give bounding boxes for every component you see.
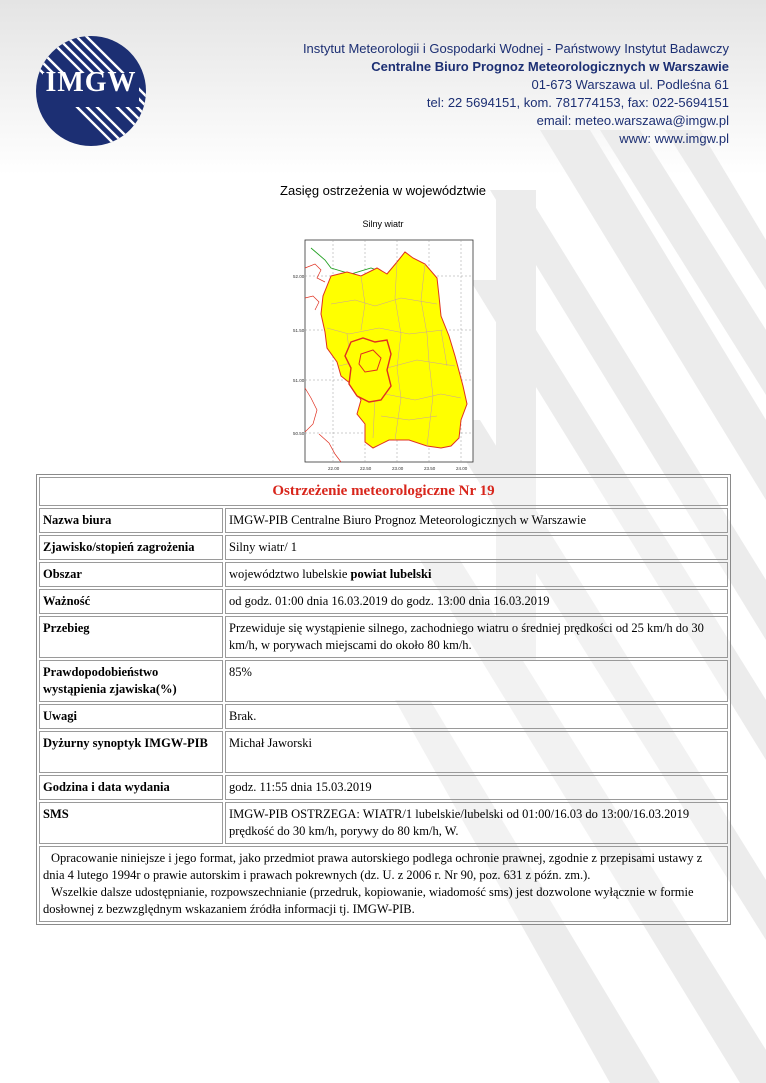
map-subtitle: Silny wiatr [362, 219, 404, 229]
lon-tick-label: 23.50 [424, 466, 436, 471]
lat-tick-label: 51.00 [293, 378, 305, 383]
row-value: od godz. 01:00 dnia 16.03.2019 do godz. 13:00 dnia 16.03.2019 [225, 589, 728, 614]
row-label: Uwagi [39, 704, 223, 729]
address: 01-673 Warszawa ul. Podleśna 61 [531, 77, 729, 92]
table-row [39, 802, 728, 844]
copyright-text: Opracowanie niniejsze i jego format, jako przedmiot prawa autorskiego podlega ochronie prawnej, zgodnie z przepisami ustawy z dnia 4 lutego 1994r o prawie autorskim i prawach pokrewnych (dz. U. z 2006 r. Nr 90, poz. 631 z późn. zm.). [43, 851, 703, 882]
institute-name: Instytut Meteorologii i Gospodarki Wodnej - Państwowy Instytut Badawczy [302, 41, 729, 56]
row-value: IMGW-PIB Centralne Biuro Prognoz Meteorologicznych w Warszawie [225, 508, 728, 533]
lat-tick-label: 51.50 [293, 328, 305, 333]
row-value: IMGW-PIB OSTRZEGA: WIATR/1 lubelskie/lubelski od 01:00/16.03 do 13:00/16.03.2019 prędkość do 30 km/h, porywy do 80 km/h, W. [225, 802, 728, 844]
email[interactable]: email: meteo.warszawa@imgw.pl [536, 113, 729, 128]
lon-tick-label: 22.50 [360, 466, 372, 471]
imgw-logo [35, 35, 147, 147]
area-powiat: powiat lubelski [350, 567, 432, 581]
header-block [303, 40, 729, 148]
office-name: Centralne Biuro Prognoz Meteorologicznych w Warszawie [371, 59, 729, 74]
phone: tel: 22 5694151, kom. 781774153, fax: 022-5694151 [426, 95, 729, 110]
table-row [39, 775, 728, 800]
lon-tick-label: 23.00 [392, 466, 404, 471]
map-title: Zasięg ostrzeżenia w województwie [280, 183, 486, 198]
row-value: Przewiduje się wystąpienie silnego, zachodniego wiatru o średniej prędkości od 25 km/h do 30 km/h, w porywach miejscami do około 80 km/h. [225, 616, 728, 658]
table-row [39, 660, 728, 702]
row-value: 85% [225, 660, 728, 702]
row-label: Ważność [39, 589, 223, 614]
warning-table [36, 474, 731, 925]
table-row [39, 535, 728, 560]
row-value: Michał Jaworski [225, 731, 728, 773]
area-voivodeship: województwo lubelskie [229, 567, 348, 581]
warning-map [291, 238, 477, 474]
table-row [39, 704, 728, 729]
lon-tick-label: 24.00 [456, 466, 468, 471]
row-value: godz. 11:55 dnia 15.03.2019 [225, 775, 728, 800]
row-label: Nazwa biura [39, 508, 223, 533]
table-row [39, 562, 728, 587]
copyright-note [39, 846, 728, 922]
row-label: Prawdopodobieństwo wystąpienia zjawiska(%) [39, 660, 223, 702]
row-label: SMS [39, 802, 223, 844]
row-label: Obszar [39, 562, 223, 587]
lon-tick-label: 22.00 [328, 466, 340, 471]
row-value: Silny wiatr/ 1 [225, 535, 728, 560]
table-row [39, 731, 728, 773]
table-row [39, 616, 728, 658]
row-label: Godzina i data wydania [39, 775, 223, 800]
warning-title: Ostrzeżenie meteorologiczne Nr 19 [39, 477, 728, 506]
logo-text: IMGW [45, 67, 137, 98]
lat-tick-label: 50.50 [293, 431, 305, 436]
row-label: Przebieg [39, 616, 223, 658]
lat-tick-label: 52.00 [293, 274, 305, 279]
row-label: Dyżurny synoptyk IMGW-PIB [39, 731, 223, 773]
row-label: Zjawisko/stopień zagrożenia [39, 535, 223, 560]
row-value: Brak. [225, 704, 728, 729]
website[interactable]: www: www.imgw.pl [619, 131, 729, 146]
redistribution-text: Wszelkie dalsze udostępnianie, rozpowszechnianie (przedruk, kopiowanie, wiadomość sms) jest dozwolone wyłącznie w formie dosłownej z bezwzględnym wskazaniem źródła informacji tj. IMGW-PIB. [43, 885, 694, 916]
row-value [225, 562, 728, 587]
table-row [39, 589, 728, 614]
table-row [39, 508, 728, 533]
